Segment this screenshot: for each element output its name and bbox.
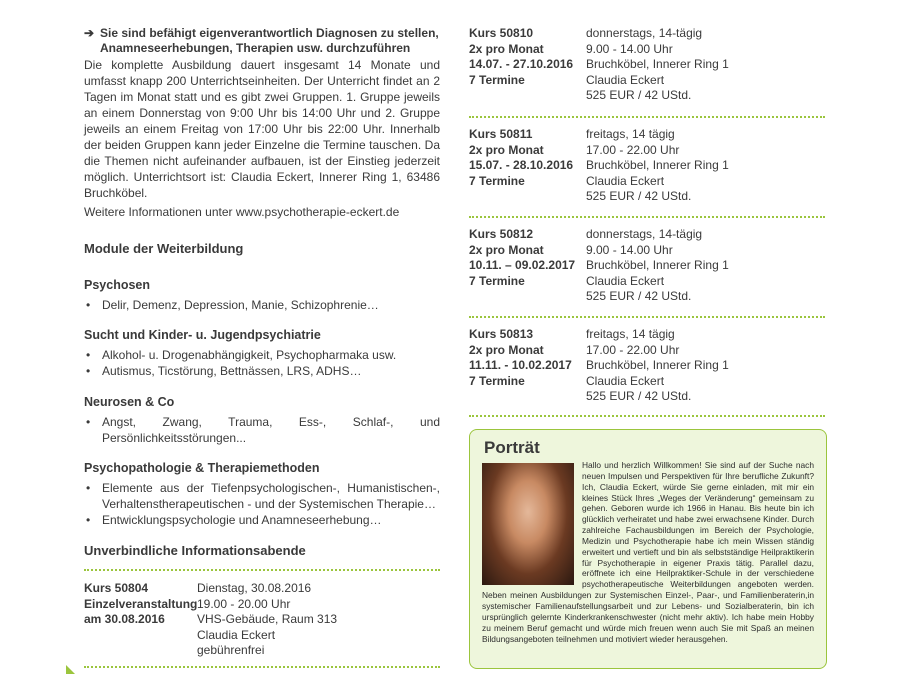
- section-list-psychopathologie: [84, 480, 440, 528]
- course-card-50813: [469, 327, 825, 411]
- course-frequency: 2x pro Monat: [469, 242, 544, 257]
- course-place: VHS-Gebäude, Raum 313: [197, 612, 338, 626]
- section-title-psychopathologie: Psychopathologie & Therapiemethoden: [84, 461, 320, 475]
- course-frequency: 2x pro Monat: [469, 142, 544, 157]
- course-value-column: [586, 127, 729, 205]
- course-key-column: [469, 26, 573, 88]
- section-list-psychosen: [84, 297, 440, 313]
- course-place: Bruchköbel, Innerer Ring 1: [586, 358, 729, 372]
- intro-lead: [84, 26, 440, 56]
- portrait-text: Hallo und herzlich Willkommen! Sie sind auf der Suche nach neuen Impulsen und Perspektiven für Ihre berufliche Zukunft? Ich, Claudia Eckert, würde Sie gerne einladen, mit mir ein kleines Stück Ihres „Weges der Veränderung“ gemeinsam zu gehen. Geboren wurde ich 1966 in Hanau. Bis heute bin ich glücklich verheiratet und habe zwei erwachsene Kinder. Durch zahlreiche Fachausbildungen im Bereich der Psychologie, Medizin und Psychotherapie habe ich mein Wissen ständig erweitert und vertieft und bin als selbstständige Heilpraktikerin für Psychotherapie in eigener Praxis tätig. Parallel dazu, eröffnete ich eine Heilpraktiker-Schule in der verschiedene psychotherapeutische Weiterbildungen angeboten werden. Neben meinen Ausbildungen zur Systemischen Einzel-, Paar-, und Familienberaterin,in systemischer Familienaufstellungsarbeit und zur Lebens- und Sozialberaterin, bin ich ursprünglich gelernte Kinderkrankenschwester (nicht mehr aktiv). Ich habe mein Hobby zu meinem Beruf gemacht und würde mich freuen wenn auch Sie mit Spaß an meinen Bildungsangeboten teilnehmen und motiviert wieder herausgehen.: [482, 460, 814, 644]
- course-frequency: 2x pro Monat: [469, 41, 544, 56]
- intro-block: [84, 26, 440, 220]
- course-key-column: [469, 127, 573, 189]
- section-title-psychosen: Psychosen: [84, 278, 151, 292]
- course-frequency: 2x pro Monat: [469, 342, 544, 357]
- arrow-icon: ➔: [84, 26, 95, 40]
- course-place: Bruchköbel, Innerer Ring 1: [586, 57, 729, 71]
- course-period: 15.07. - 28.10.2016: [469, 158, 574, 172]
- course-number: Kurs 50813: [469, 327, 534, 341]
- course-place: Bruchköbel, Innerer Ring 1: [586, 158, 729, 172]
- portrait-box: [469, 429, 827, 669]
- course-teacher: Claudia Eckert: [586, 173, 665, 188]
- list-item: • Alkohol- u. Drogenabhängigkeit, Psychopharmaka usw.: [84, 347, 440, 363]
- course-dates: 7 Termine: [469, 72, 525, 87]
- course-key-column: [84, 581, 197, 628]
- course-teacher: Claudia Eckert: [586, 72, 665, 87]
- course-fee: gebührenfrei: [197, 643, 265, 657]
- course-key-column: [469, 227, 575, 289]
- course-value-column: [197, 581, 337, 659]
- section-title-sucht: Sucht und Kinder- u. Jugendpsychiatrie: [84, 328, 321, 342]
- course-time: 17.00 - 22.00 Uhr: [586, 142, 680, 157]
- course-time: 9.00 - 14.00 Uhr: [586, 41, 673, 56]
- course-value-column: [586, 327, 729, 405]
- intro-lead-line1: Sie sind befähigt eigenverantwortlich Diagnosen zu stellen,: [100, 26, 439, 40]
- course-price: 525 EUR / 42 UStd.: [586, 88, 692, 102]
- portrait-title: Porträt: [484, 438, 540, 457]
- section-list-sucht: [84, 347, 440, 379]
- corner-triangle: [66, 665, 75, 674]
- course-price: 525 EUR / 42 UStd.: [586, 389, 692, 403]
- course-teacher: Claudia Eckert: [586, 273, 665, 288]
- course-date-label: am 30.08.2016: [84, 612, 165, 626]
- photo-spacer: [482, 460, 582, 588]
- divider: [469, 316, 825, 318]
- course-period: 11.11. - 10.02.2017: [469, 358, 572, 372]
- modules-heading: Module der Weiterbildung: [84, 241, 244, 256]
- list-item: • Autismus, Ticstörung, Bettnässen, LRS, ADHS…: [84, 363, 440, 379]
- course-day: donnerstags, 14-tägig: [586, 227, 703, 241]
- course-day: donnerstags, 14-tägig: [586, 26, 703, 40]
- course-dates: 7 Termine: [469, 173, 525, 188]
- course-card-50812: [469, 227, 825, 311]
- more-info-text: Weitere Informationen unter www.psychotherapie-eckert.de: [84, 205, 400, 219]
- course-number: Kurs 50812: [469, 227, 534, 241]
- course-time: 9.00 - 14.00 Uhr: [586, 242, 673, 257]
- divider: [84, 666, 440, 668]
- course-teacher: Claudia Eckert: [197, 627, 276, 642]
- portrait-text-block: [482, 460, 814, 644]
- divider: [469, 116, 825, 118]
- course-number: Kurs 50811: [469, 127, 533, 141]
- course-card-50810: [469, 26, 825, 110]
- course-card-50811: [469, 127, 825, 211]
- course-number: Kurs 50810: [469, 26, 534, 40]
- course-number: Kurs 50804: [84, 581, 149, 595]
- course-type: Einzelveranstaltung: [84, 596, 198, 611]
- course-period: 10.11. – 09.02.2017: [469, 258, 576, 272]
- course-price: 525 EUR / 42 UStd.: [586, 289, 692, 303]
- info-evening-course: [84, 581, 440, 661]
- info-evening-heading: Unverbindliche Informationsabende: [84, 543, 306, 558]
- course-place: Bruchköbel, Innerer Ring 1: [586, 258, 729, 272]
- course-time: 17.00 - 22.00 Uhr: [586, 342, 680, 357]
- list-item: • Delir, Demenz, Depression, Manie, Schizophrenie…: [84, 297, 440, 313]
- course-key-column: [469, 327, 572, 389]
- list-item: • Entwicklungspsychologie und Anamneseerhebung…: [84, 512, 440, 528]
- list-item: • Angst, Zwang, Trauma, Ess-, Schlaf-, und Persönlichkeitsstörungen...: [84, 414, 440, 446]
- course-time: 19.00 - 20.00 Uhr: [197, 596, 291, 611]
- course-value-column: [586, 227, 729, 305]
- section-list-neurosen: [84, 414, 440, 446]
- divider: [469, 415, 825, 417]
- section-title-neurosen: Neurosen & Co: [84, 395, 175, 409]
- course-dates: 7 Termine: [469, 273, 525, 288]
- course-day: Dienstag, 30.08.2016: [197, 581, 312, 595]
- intro-lead-line2: Anamneseerhebungen, Therapien usw. durchzuführen: [100, 41, 411, 55]
- course-day: freitags, 14 tägig: [586, 127, 675, 141]
- divider: [469, 216, 825, 218]
- course-period: 14.07. - 27.10.2016: [469, 57, 574, 71]
- course-teacher: Claudia Eckert: [586, 373, 665, 388]
- course-price: 525 EUR / 42 UStd.: [586, 189, 692, 203]
- divider: [84, 569, 440, 571]
- course-dates: 7 Termine: [469, 373, 525, 388]
- intro-paragraph: Die komplette Ausbildung dauert insgesamt 14 Monate und umfasst knapp 200 Unterrichtseinheiten. Der Unterricht findet an 2 Tagen im Monat statt und es gibt zwei Gruppen. 1. Gruppe jeweils an einem Donnerstag von 9:00 Uhr bis 14:00 Uhr und 2. Gruppe jeweils an einem Freitag von 17:00 Uhr bis 22:00 Uhr. Innerhalb der beiden Gruppen kann jeder Einzelne die Termine tauschen. Da die Themen nicht aufeinander aufbauen, ist der Einstieg jederzeit möglich. Unterrichtsort ist: Claudia Eckert, Innerer Ring 1, 63486 Bruchköbel.: [84, 58, 440, 200]
- course-day: freitags, 14 tägig: [586, 327, 675, 341]
- course-value-column: [586, 26, 729, 104]
- list-item: • Elemente aus der Tiefenpsychologischen-, Humanistischen-, Verhaltenstherapeutischen - und der Systemischen Therapie…: [84, 480, 440, 512]
